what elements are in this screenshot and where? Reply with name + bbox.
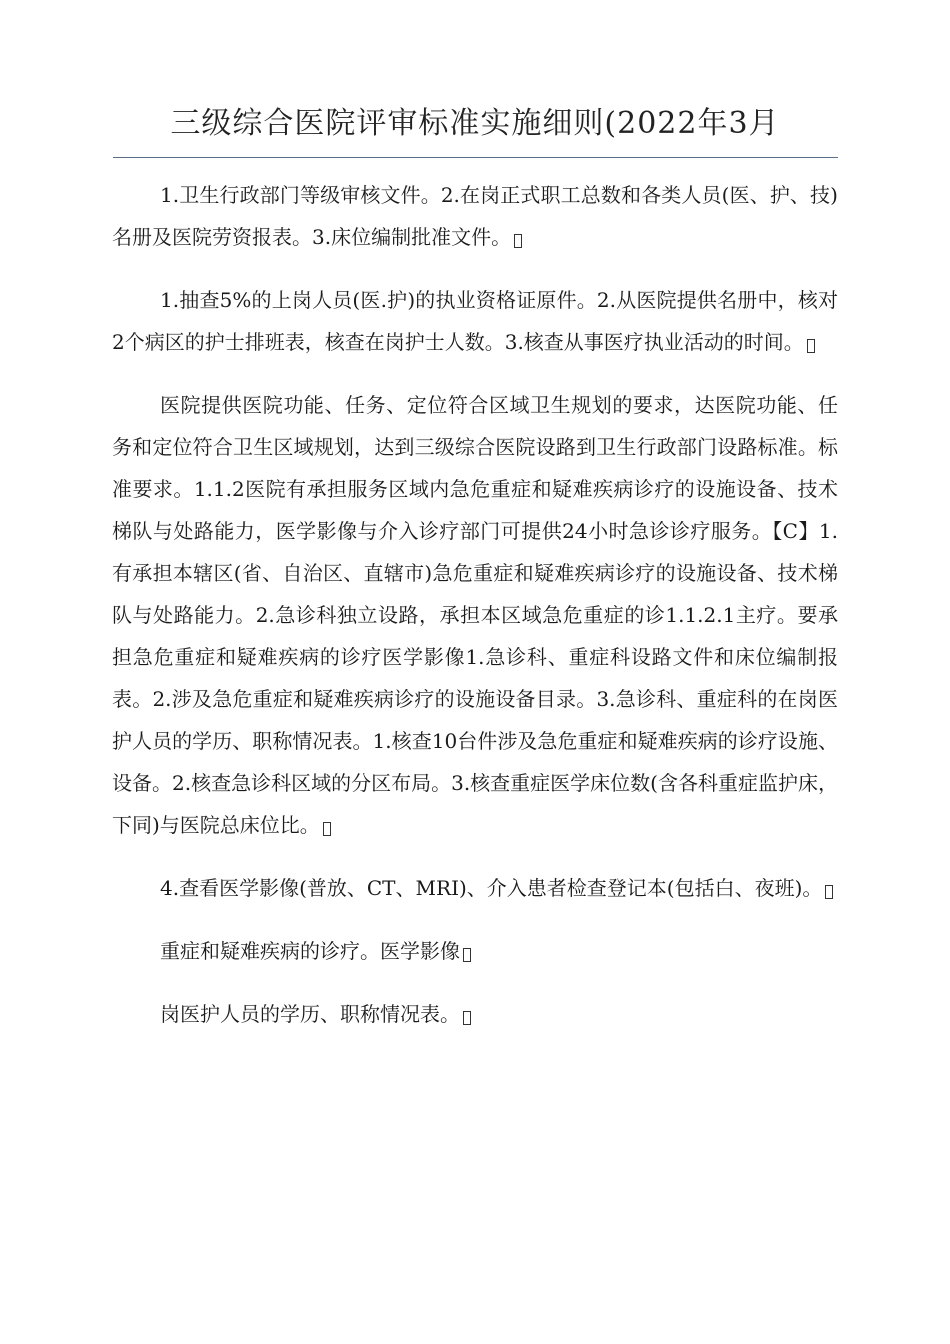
- paragraph-text: 4.查看医学影像(普放、CT、MRI)、介入患者检查登记本(包括白、夜班)。: [160, 876, 823, 900]
- missing-glyph-box-icon: [825, 885, 833, 899]
- missing-glyph-box-icon: [323, 822, 331, 836]
- paragraph: [112, 279, 838, 363]
- paragraph: [112, 174, 838, 258]
- paragraph-text: 1.卫生行政部门等级审核文件。2.在岗正式职工总数和各类人员(医、护、技)名册及医院劳资报表。3.床位编制批准文件。: [112, 183, 838, 249]
- paragraph-text: 重症和疑难疾病的诊疗。医学影像: [160, 939, 460, 963]
- document-title: 三级综合医院评审标准实施细则(2022年3月: [170, 106, 780, 141]
- paragraph-text: 医院提供医院功能、任务、定位符合区域卫生规划的要求，达医院功能、任务和定位符合卫生区域规划，达到三级综合医院设路到卫生行政部门设路标准。标准要求。1.1.2医院有承担服务区域内急危重症和疑难疾病诊疗的设施设备、技术梯队与处路能力，医学影像与介入诊疗部门可提供24小时急诊诊疗服务。【C】1.有承担本辖区(省、自治区、直辖市)急危重症和疑难疾病诊疗的设施设备、技术梯队与处路能力。2.急诊科独立设路，承担本区域急危重症的诊1.1.2.1主疗。要承担急危重症和疑难疾病的诊疗医学影像1.急诊科、重症科设路文件和床位编制报表。2.涉及急危重症和疑难疾病诊疗的设施设备目录。3.急诊科、重症科的在岗医护人员的学历、职称情况表。1.核查10台件涉及急危重症和疑难疾病的诊疗设施、设备。2.核查急诊科区域的分区布局。3.核查重症医学床位数(含各科重症监护床，下同)与医院总床位比。: [112, 393, 838, 837]
- paragraph: [112, 993, 838, 1035]
- missing-glyph-box-icon: [807, 339, 815, 353]
- paragraph-text: 岗医护人员的学历、职称情况表。: [160, 1002, 460, 1026]
- paragraph: [112, 930, 838, 972]
- document-body: [112, 174, 838, 1035]
- missing-glyph-box-icon: [463, 1011, 471, 1025]
- paragraph-text: 1.抽查5%的上岗人员(医.护)的执业资格证原件。2.从医院提供名册中，核对2个病区的护士排班表，核查在岗护士人数。3.核查从事医疗执业活动的时间。: [112, 288, 838, 354]
- missing-glyph-box-icon: [514, 234, 522, 248]
- title-divider: [113, 157, 838, 158]
- paragraph: [112, 867, 838, 909]
- paragraph: [112, 384, 838, 846]
- missing-glyph-box-icon: [463, 948, 471, 962]
